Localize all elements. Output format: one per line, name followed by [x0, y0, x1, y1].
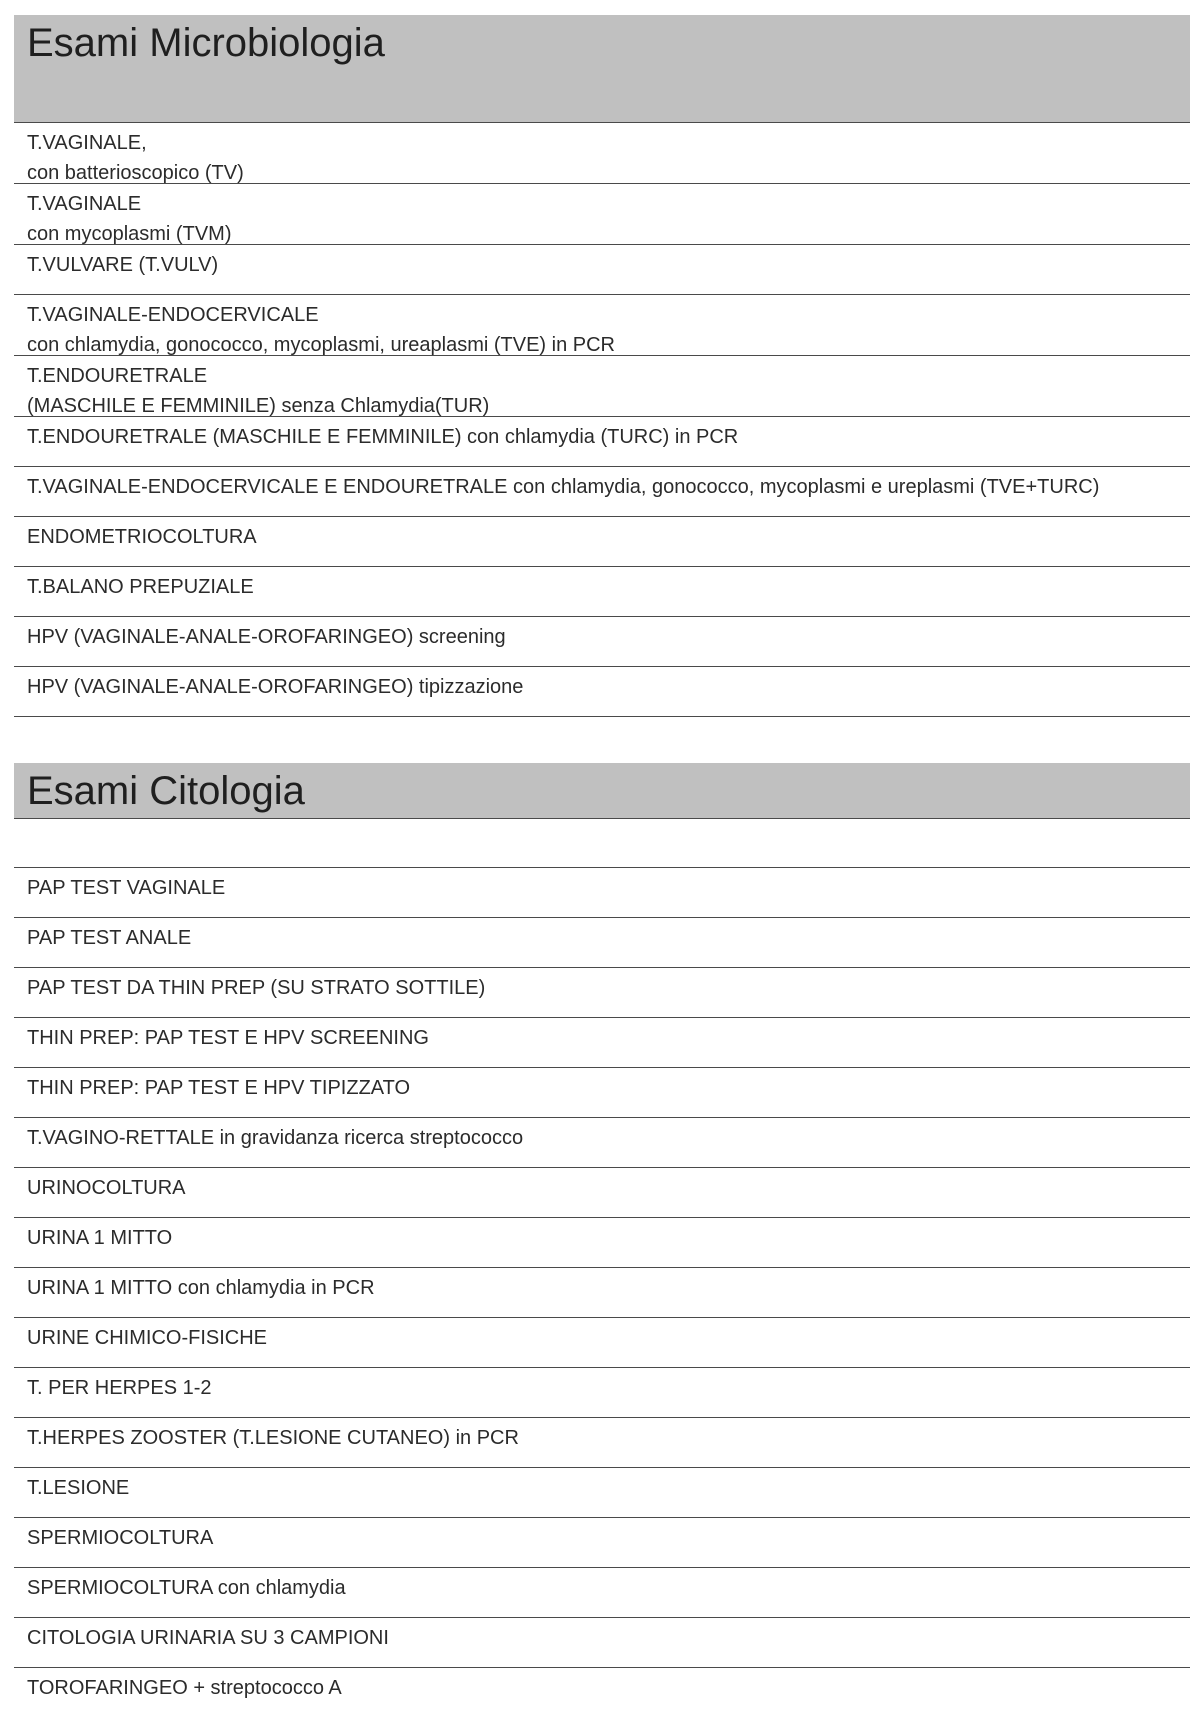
exam-row [14, 617, 1190, 667]
exam-detail: (MASCHILE E FEMMINILE) senza Chlamydia(TUR) [27, 395, 490, 417]
microbiologia-exam-list [14, 123, 1190, 717]
exam-name: T.ENDOURETRALE (MASCHILE E FEMMINILE) con chlamydia (TURC) in PCR [27, 426, 739, 448]
exam-row [14, 184, 1190, 245]
exam-row: SPERMIOCOLTURA [14, 1518, 1190, 1568]
exam-name: T.VAGINALE-ENDOCERVICALE E ENDOURETRALE con chlamydia, gonococco, mycoplasmi e ureplasmi (TVE+TURC) [27, 476, 1100, 498]
exam-row: PAP TEST DA THIN PREP (SU STRATO SOTTILE) [14, 968, 1190, 1018]
exam-name: ENDOMETRIOCOLTURA [27, 526, 257, 548]
exam-row [14, 123, 1190, 184]
exam-name: T.VAGINALE, [27, 132, 147, 154]
exam-row: T.HERPES ZOOSTER (T.LESIONE CUTANEO) in PCR [14, 1418, 1190, 1468]
exam-name: HPV (VAGINALE-ANALE-OROFARINGEO) tipizzazione [27, 676, 524, 698]
microbiologia-title: Esami Microbiologia [14, 15, 1190, 123]
citologia-exam-list [14, 868, 1190, 1717]
exam-row: THIN PREP: PAP TEST E HPV SCREENING [14, 1018, 1190, 1068]
exam-row: URINA 1 MITTO [14, 1218, 1190, 1268]
exam-name: T.VAGINALE [27, 193, 142, 215]
exam-row: URINE CHIMICO-FISICHE [14, 1318, 1190, 1368]
exam-name: T.ENDOURETRALE [27, 365, 208, 387]
citologia-section [14, 763, 1190, 1717]
exam-row: THIN PREP: PAP TEST E HPV TIPIZZATO [14, 1068, 1190, 1118]
exam-row: PAP TEST ANALE [14, 918, 1190, 968]
exam-name: T.BALANO PREPUZIALE [27, 576, 254, 598]
exam-row: TOROFARINGEO + streptococco A [27, 1677, 342, 1699]
exam-row [14, 667, 1190, 717]
exam-row: T.LESIONE [14, 1468, 1190, 1518]
microbiologia-section [14, 15, 1190, 717]
exam-detail: con mycoplasmi (TVM) [27, 223, 232, 245]
exam-row [14, 245, 1190, 295]
exam-name: HPV (VAGINALE-ANALE-OROFARINGEO) screening [27, 626, 506, 648]
exam-row: T. PER HERPES 1-2 [14, 1368, 1190, 1418]
exam-detail: con chlamydia, gonococco, mycoplasmi, ureaplasmi (TVE) in PCR [27, 334, 615, 356]
exam-row [14, 567, 1190, 617]
exam-row [14, 417, 1190, 467]
exam-row: T.VAGINO-RETTALE in gravidanza ricerca streptococco [14, 1118, 1190, 1168]
exam-row: CITOLOGIA URINARIA SU 3 CAMPIONI [14, 1618, 1190, 1668]
exam-row [14, 295, 1190, 356]
exam-name: T.VULVARE (T.VULV) [27, 254, 219, 276]
exam-row: URINA 1 MITTO con chlamydia in PCR [14, 1268, 1190, 1318]
exam-row: SPERMIOCOLTURA con chlamydia [14, 1568, 1190, 1618]
exam-row [14, 517, 1190, 567]
empty-row [14, 819, 1190, 868]
exam-row: PAP TEST VAGINALE [14, 868, 1190, 918]
exam-row [14, 467, 1190, 517]
exam-row [14, 356, 1190, 417]
exam-name: T.VAGINALE-ENDOCERVICALE [27, 304, 319, 326]
citologia-title: Esami Citologia [14, 763, 1190, 819]
exam-detail: con batterioscopico (TV) [27, 162, 244, 184]
exam-row: URINOCOLTURA [14, 1168, 1190, 1218]
